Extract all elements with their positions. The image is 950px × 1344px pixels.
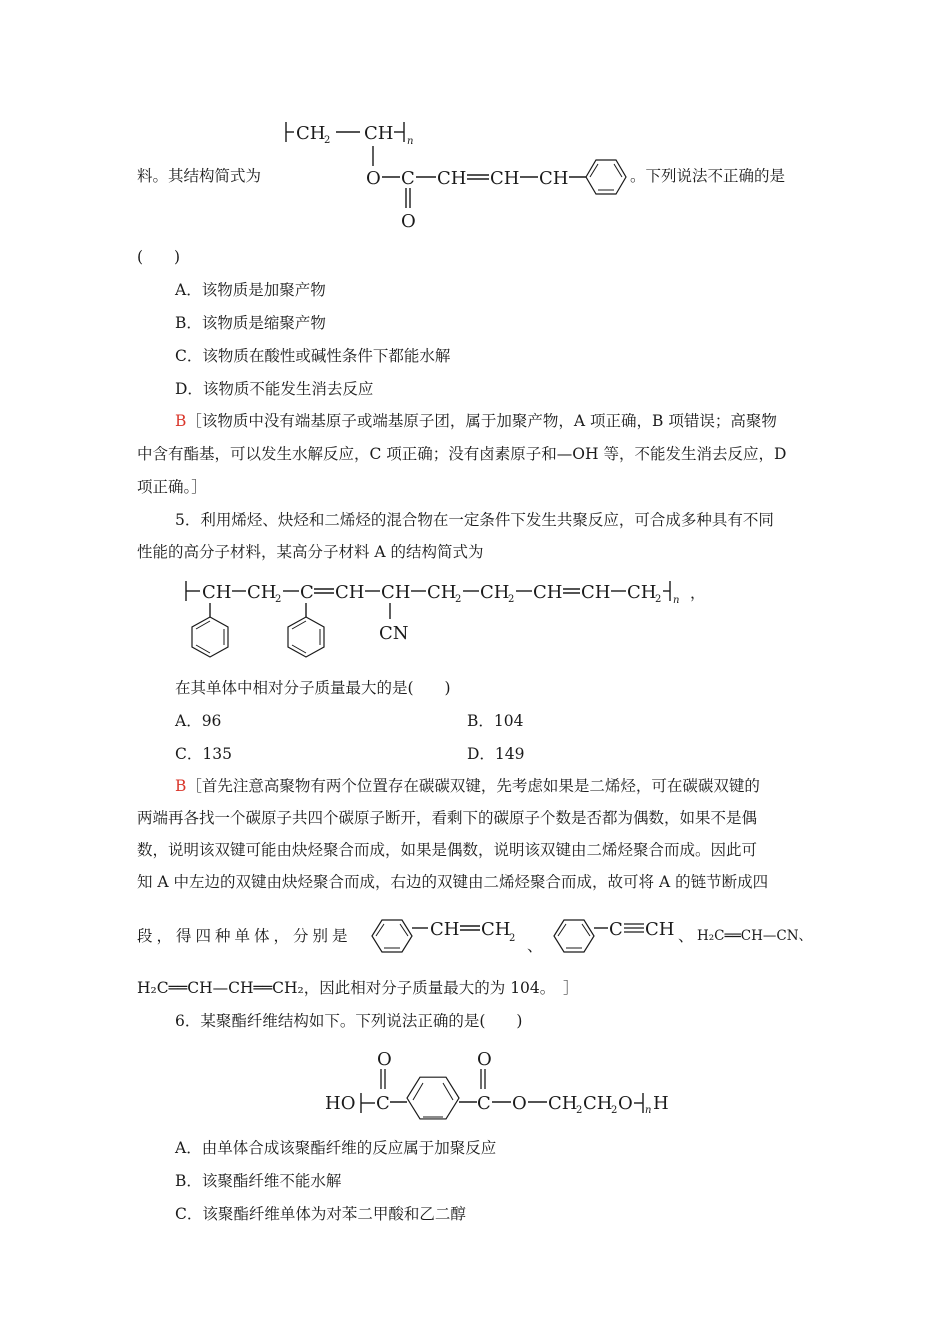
svg-text:n: n [645,1105,652,1116]
q5-explain-4: 知 A 中左边的双键由炔烃聚合而成，右边的双键由二烯烃聚合而成，故可将 A 的链节断成四 [137,873,769,891]
q5-explain-seg: 段，得四种单体，分别是 [137,927,352,945]
svg-text:CH: CH [533,582,563,603]
q4-explain-3: 项正确。］ [137,478,207,496]
svg-text:CH: CH [437,168,467,189]
svg-text:CH: CH [645,919,675,940]
svg-text:2: 2 [576,1105,583,1116]
svg-text:CH: CH [581,582,611,603]
svg-text:H: H [653,1093,669,1114]
q5-option-a: A．96 [175,712,222,730]
svg-text:n: n [673,595,680,606]
q5-stem-1: 5．利用烯烃、炔烃和二烯烃的混合物在一定条件下发生共聚反应，可合成多种具有不同 [175,511,774,529]
q6-option-b: B．该聚酯纤维不能水解 [175,1172,342,1190]
q4-ch2: CH [296,123,326,144]
q6-option-a: A．由单体合成该聚酯纤维的反应属于加聚反应 [175,1139,497,1157]
svg-text:O: O [377,1049,392,1070]
svg-text:O: O [618,1093,633,1114]
svg-text:O: O [512,1093,527,1114]
q5-comma: ， [690,584,706,602]
q6-polyester-formula [325,1043,685,1123]
q4-after: 。下列说法不正确的是 [630,167,786,185]
q5-explain-2: 两端再各找一个碳原子共四个碳原子断开，看剩下的碳原子个数是否都为偶数，如果不是偶 [137,809,758,827]
svg-text:CH: CH [427,582,457,603]
svg-text:CH: CH [583,1093,613,1114]
svg-text:CH: CH [335,582,365,603]
q4-answer: B [175,412,187,430]
q4-n: n [407,136,414,147]
q4-explain-text-1: ［该物质中没有端基原子或端基原子团，属于加聚产物，A 项正确，B 项错误；高聚物 [186,412,777,430]
svg-text:O: O [366,168,381,189]
svg-text:C: C [300,582,314,603]
q5-explain-text-1: ［首先注意高聚物有两个位置存在碳碳双键，先考虑如果是二烯烃，可在碳碳双键的 [186,777,760,795]
svg-text:2: 2 [655,594,662,605]
q4-explain-1 [175,411,777,431]
svg-text:C: C [376,1093,390,1114]
svg-text:O: O [401,211,416,232]
svg-text:CH: CH [548,1093,578,1114]
q5-answer: B [175,777,187,795]
q5-option-d: D．149 [467,745,525,763]
svg-text:2: 2 [324,135,331,146]
q6-stem: 6．某聚酯纤维结构如下。下列说法正确的是( ) [175,1012,523,1030]
q5-polymer-formula [180,575,700,670]
q5-sep1: 、 [527,937,543,955]
svg-text:C: C [477,1093,491,1114]
svg-text:2: 2 [611,1105,618,1116]
svg-text:CH: CH [202,582,232,603]
q4-option-c: C．该物质在酸性或碱性条件下都能水解 [175,347,451,365]
q5-explain-1 [175,776,760,796]
svg-text:CH: CH [481,919,511,940]
q4-intro: 料。其结构简式为 [137,167,262,185]
svg-text:CH: CH [381,582,411,603]
svg-text:2: 2 [508,594,515,605]
svg-text:C: C [609,919,623,940]
q5-option-c: C．135 [175,745,232,763]
q4-explain-2: 中含有酯基，可以发生水解反应，C 项正确；没有卤素原子和—OH 等，不能发生消去反应，D [137,445,787,463]
q4-option-a: A．该物质是加聚产物 [175,281,326,299]
q6-option-c: C．该聚酯纤维单体为对苯二甲酸和乙二醇 [175,1205,466,1223]
svg-text:O: O [477,1049,492,1070]
q4-paren: ( ) [137,248,181,266]
q5-stem-2: 性能的高分子材料，某高分子材料 A 的结构简式为 [137,543,484,561]
q4-ch: CH [364,123,394,144]
svg-text:CN: CN [379,623,409,644]
q5-monomer3: H₂C══CH—CN、 [697,928,813,944]
q4-option-d: D．该物质不能发生消去反应 [175,380,374,398]
svg-text:CH: CH [627,582,657,603]
svg-text:2: 2 [455,594,462,605]
svg-text:2: 2 [275,594,282,605]
svg-text:CH: CH [430,919,460,940]
q4-option-b: B．该物质是缩聚产物 [175,314,326,332]
svg-text:HO: HO [325,1093,356,1114]
svg-text:2: 2 [509,933,516,944]
q5-sep2: 、 [678,927,694,945]
q5-question: 在其单体中相对分子质量最大的是( ) [175,679,451,697]
q5-last: H₂C══CH—CH══CH₂，因此相对分子质量最大的为 104。 ］ [137,979,579,997]
svg-text:CH: CH [539,168,569,189]
svg-text:CH: CH [247,582,277,603]
svg-text:CH: CH [480,582,510,603]
q4-structure-formula [280,112,660,242]
svg-text:C: C [401,168,415,189]
q5-option-b: B．104 [467,712,524,730]
svg-text:CH: CH [490,168,520,189]
q5-explain-3: 数，说明该双键可能由炔烃聚合而成，如果是偶数，说明该双键由二烯烃聚合而成。因此可 [137,841,758,859]
